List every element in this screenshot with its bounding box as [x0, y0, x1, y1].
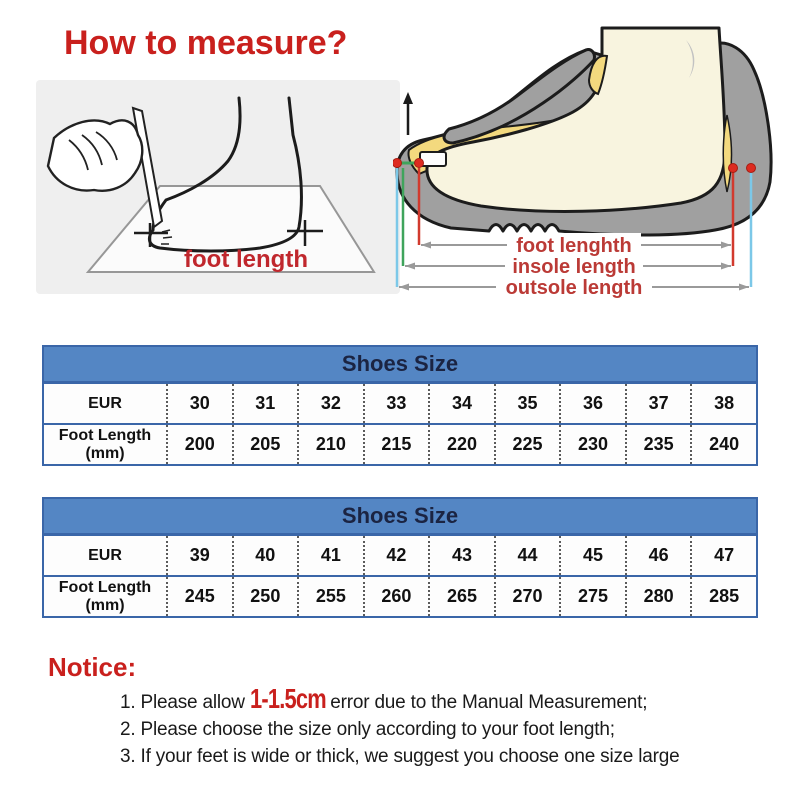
table-cell: 205 — [233, 424, 299, 465]
table-cell: 31 — [233, 383, 299, 425]
table-cell: 40 — [233, 535, 299, 577]
table-cell: 34 — [429, 383, 495, 425]
table-cell: 45 — [560, 535, 626, 577]
foot-length-caption: foot length — [184, 246, 308, 273]
table-cell: 235 — [626, 424, 692, 465]
table-cell: 36 — [560, 383, 626, 425]
foot-tracing-illustration — [36, 80, 400, 302]
row-header-foot-length: Foot Length (mm) — [43, 576, 167, 617]
table-cell: 35 — [495, 383, 561, 425]
table-cell: 38 — [691, 383, 757, 425]
table-cell: 230 — [560, 424, 626, 465]
table-cell: 265 — [429, 576, 495, 617]
notice-item-3: 3. If your feet is wide or thick, we suggest you choose one size large — [120, 746, 680, 767]
table-cell: 270 — [495, 576, 561, 617]
table-title: Shoes Size — [43, 498, 757, 535]
table-cell: 225 — [495, 424, 561, 465]
table-cell: 33 — [364, 383, 430, 425]
notice-item-2: 2. Please choose the size only according to your foot length; — [120, 719, 615, 740]
notice-item-1-suffix: error due to the Manual Measurement; — [325, 692, 648, 713]
table-cell: 30 — [167, 383, 233, 425]
table-row-foot-length — [43, 576, 757, 617]
table-cell: 46 — [626, 535, 692, 577]
notice-item-1-prefix: 1. Please allow — [120, 692, 250, 713]
foot-tracing-svg — [36, 80, 400, 302]
table-cell: 220 — [429, 424, 495, 465]
foot-length-measure-label: foot lenghth — [516, 235, 632, 257]
insole-length-measure-label: insole length — [512, 256, 636, 278]
table-cell: 47 — [691, 535, 757, 577]
outsole-length-measure-label: outsole length — [505, 277, 643, 299]
row-header-eur: EUR — [88, 394, 122, 412]
row-header-foot-length: Foot Length (mm) — [43, 424, 167, 465]
shoe-diagram-svg — [393, 0, 800, 300]
table-cell: 215 — [364, 424, 430, 465]
table-cell: 43 — [429, 535, 495, 577]
shoes-size-table-2 — [42, 497, 758, 618]
table-cell: 285 — [691, 576, 757, 617]
table-row-foot-length — [43, 424, 757, 465]
shoes-size-table-1 — [42, 345, 758, 466]
notice-section — [48, 652, 768, 770]
table-row-eur — [43, 535, 757, 577]
table-cell: 39 — [167, 535, 233, 577]
toe-up-arrow — [403, 92, 413, 135]
table-cell: 250 — [233, 576, 299, 617]
hand — [48, 120, 142, 190]
table-cell: 200 — [167, 424, 233, 465]
table-title: Shoes Size — [43, 346, 757, 383]
table-cell: 44 — [495, 535, 561, 577]
table-cell: 255 — [298, 576, 364, 617]
notice-item-1-highlight: 1-1.5cm — [249, 683, 326, 714]
table-cell: 280 — [626, 576, 692, 617]
row-header-eur: EUR — [88, 546, 122, 564]
page-title: How to measure? — [64, 24, 348, 62]
table-row-eur — [43, 383, 757, 425]
table-cell: 260 — [364, 576, 430, 617]
table-cell: 210 — [298, 424, 364, 465]
table-cell: 37 — [626, 383, 692, 425]
table-cell: 32 — [298, 383, 364, 425]
notice-title: Notice: — [48, 652, 137, 682]
shoe-measure-diagram — [393, 0, 800, 300]
notice-item-1 — [120, 683, 768, 716]
table-cell: 275 — [560, 576, 626, 617]
table-cell: 42 — [364, 535, 430, 577]
table-cell: 240 — [691, 424, 757, 465]
table-cell: 245 — [167, 576, 233, 617]
table-cell: 41 — [298, 535, 364, 577]
